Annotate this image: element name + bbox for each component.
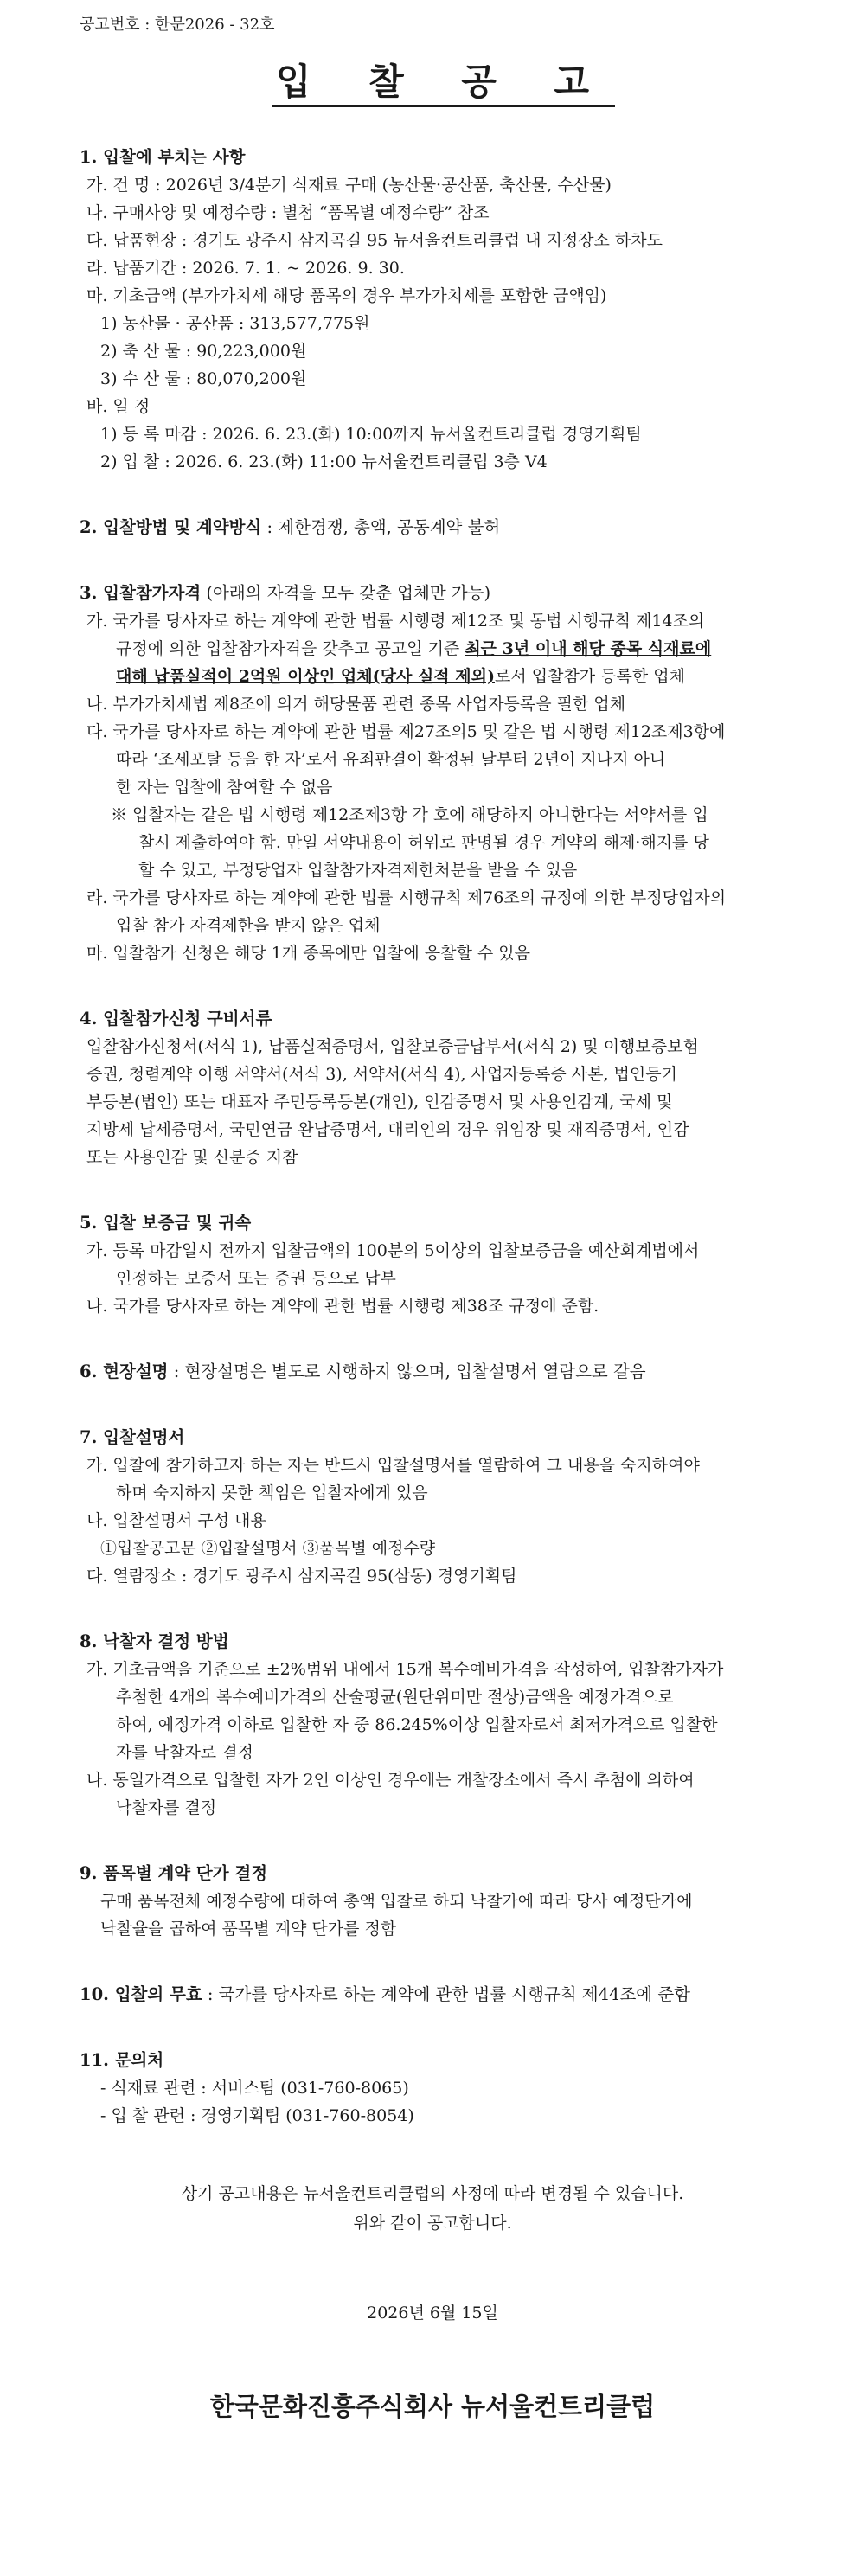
section-1-heading: 1. 입찰에 부치는 사항 (80, 147, 246, 167)
section-6 (80, 1360, 646, 1384)
s3-item-da-3: 한 자는 입찰에 참여할 수 없음 (116, 778, 333, 797)
s4-line-3: 부등본(법인) 또는 대표자 주민등록등본(개인), 인감증명서 및 사용인감계, 국세 및 (86, 1093, 673, 1112)
section-10-text: : 국가를 당사자로 하는 계약에 관한 법률 시행규칙 제44조에 준함 (202, 1984, 690, 2004)
s4-line-1: 입찰참가신청서(서식 1), 납품실적증명서, 입찰보증금납부서(서식 2) 및 이행보증보험 (86, 1037, 699, 1056)
s9-line-2: 낙찰율을 곱하여 품목별 계약 단가를 정함 (100, 1919, 397, 1938)
s4-line-4: 지방세 납세증명서, 국민연금 완납증명서, 대리인의 경우 위임장 및 재직증명서, 인감 (86, 1120, 689, 1139)
s1-schedule-2: 2) 입 찰 : 2026. 6. 23.(화) 11:00 뉴서울컨트리클럽 3층 V4 (100, 452, 548, 471)
s3-highlight-1: 최근 3년 이내 해당 종목 식재료에 (465, 639, 712, 658)
section-2-heading: 2. 입찰방법 및 계약방식 (80, 517, 262, 537)
s11-contact-1: - 식재료 관련 : 서비스팀 (031-760-8065) (100, 2079, 409, 2098)
section-9-heading: 9. 품목별 계약 단가 결정 (80, 1863, 268, 1883)
s5-item-na: 나. 국가를 당사자로 하는 계약에 관한 법률 시행령 제38조 규정에 준함. (86, 1297, 599, 1316)
s3-item-ma: 마. 입찰참가 신청은 해당 1개 종목에만 입찰에 응찰할 수 있음 (86, 944, 530, 963)
s7-item-na: 나. 입찰설명서 구성 내용 (86, 1511, 266, 1530)
announcement-date: 2026년 6월 15일 (367, 2304, 498, 2323)
s7-item-da: 다. 열람장소 : 경기도 광주시 삼지곡길 95(삼동) 경영기획팀 (86, 1567, 517, 1586)
s1-item-da: 다. 납품현장 : 경기도 광주시 삼지곡길 95 뉴서울컨트리클럽 내 지정장소 하차도 (86, 231, 663, 250)
s5-item-ga-1: 가. 등록 마감일시 전까지 입찰금액의 100분의 5이상의 입찰보증금을 예산회계법에서 (86, 1241, 700, 1260)
s8-item-ga-4: 자를 낙찰자로 결정 (116, 1743, 253, 1762)
s3-note-3: 할 수 있고, 부정당업자 입찰참가자격제한처분을 받을 수 있음 (138, 861, 578, 880)
s3-item-ga-1: 가. 국가를 당사자로 하는 계약에 관한 법률 시행령 제12조 및 동법 시행규칙 제14조의 (86, 612, 705, 631)
s3-note-1: ※ 입찰자는 같은 법 시행령 제12조제3항 각 호에 해당하지 아니한다는 서약서를 입 (111, 805, 708, 824)
footer-notice-1: 상기 공고내용은 뉴서울컨트리클럽의 사정에 따라 변경될 수 있습니다. (181, 2184, 684, 2203)
s8-item-ga-3: 하여, 예정가격 이하로 입찰한 자 중 86.245%이상 입찰자로서 최저가격으로 입찰한 (116, 1715, 718, 1734)
s8-item-na-2: 낙찰자를 결정 (116, 1798, 217, 1817)
s3-item-na: 나. 부가가치세법 제8조에 의거 해당물품 관련 종목 사업자등록을 필한 업체 (86, 695, 626, 714)
document-title (0, 54, 865, 106)
section-10-heading: 10. 입찰의 무효 (80, 1984, 202, 2004)
s7-composition-items: ①입찰공고문 ②입찰설명서 ③품목별 예정수량 (100, 1539, 436, 1558)
s1-base-amount-1: 1) 농산물 · 공산품 : 313,577,775원 (100, 314, 370, 333)
s1-item-ma: 마. 기초금액 (부가가치세 해당 품목의 경우 부가가치세를 포함한 금액임) (86, 286, 607, 305)
s3-item-ga-2: 규정에 의한 입찰참가자격을 갖추고 공고일 기준 최근 3년 이내 해당 종목 식재료에 (116, 639, 712, 658)
section-10 (80, 1983, 690, 2007)
s8-item-ga-1: 가. 기초금액을 기준으로 ±2%범위 내에서 15개 복수예비가격을 작성하여, 입찰참가자가 (86, 1660, 724, 1679)
issuing-organization: 한국문화진흥주식회사 뉴서울컨트리클럽 (209, 2392, 656, 2421)
s5-item-ga-2: 인정하는 보증서 또는 증권 등으로 납부 (116, 1269, 396, 1288)
s1-item-ga: 가. 건 명 : 2026년 3/4분기 식재료 구매 (농산물·공산품, 축산물, 수산물) (86, 176, 612, 195)
s3-item-ra-1: 라. 국가를 당사자로 하는 계약에 관한 법률 시행규칙 제76조의 규정에 의한 부정당업자의 (86, 888, 727, 907)
s3-highlight-2: 대해 납품실적이 2억원 이상인 업체(당사 실적 제외) (116, 667, 495, 686)
section-11-heading: 11. 문의처 (80, 2050, 164, 2070)
section-3 (80, 581, 490, 606)
s1-item-na: 나. 구매사양 및 예정수량 : 별첨 “품목별 예정수량” 참조 (86, 203, 490, 222)
s11-contact-2: - 입 찰 관련 : 경영기획팀 (031-760-8054) (100, 2106, 414, 2125)
section-3-heading: 3. 입찰참가자격 (80, 583, 202, 603)
section-7-heading: 7. 입찰설명서 (80, 1427, 185, 1447)
s3-item-da-1: 다. 국가를 당사자로 하는 계약에 관한 법률 제27조의5 및 같은 법 시행령 제12조제3항에 (86, 722, 726, 741)
s8-item-na-1: 나. 동일가격으로 입찰한 자가 2인 이상인 경우에는 개찰장소에서 즉시 추첨에 의하여 (86, 1771, 695, 1790)
notice-number: 공고번호 : 한문2026 - 32호 (80, 16, 275, 34)
s4-line-2: 증권, 청렴계약 이행 서약서(서식 3), 서약서(서식 4), 사업자등록증 사본, 법인등기 (86, 1065, 677, 1084)
s3-note-2: 찰시 제출하여야 함. 만일 서약내용이 허위로 판명될 경우 계약의 해제·해지를 당 (138, 833, 709, 852)
s7-item-ga-2: 하며 숙지하지 못한 책임은 입찰자에게 있음 (116, 1483, 428, 1503)
s1-base-amount-2: 2) 축 산 물 : 90,223,000원 (100, 342, 307, 361)
s7-item-ga-1: 가. 입찰에 참가하고자 하는 자는 반드시 입찰설명서를 열람하여 그 내용을 숙지하여야 (86, 1456, 700, 1475)
document-title-text: 입 찰 공 고 (272, 61, 615, 107)
section-8-heading: 8. 낙찰자 결정 방법 (80, 1631, 229, 1651)
section-3-note: (아래의 자격을 모두 갖춘 업체만 가능) (201, 583, 491, 603)
section-6-text: : 현장설명은 별도로 시행하지 않으며, 입찰설명서 열람으로 갈음 (168, 1362, 646, 1381)
section-6-heading: 6. 현장설명 (80, 1362, 169, 1381)
s1-schedule-1: 1) 등 록 마감 : 2026. 6. 23.(화) 10:00까지 뉴서울컨트리클럽 경영기획팀 (100, 425, 642, 444)
section-5-heading: 5. 입찰 보증금 및 귀속 (80, 1213, 252, 1233)
s3-item-ga-3: 대해 납품실적이 2억원 이상인 업체(당사 실적 제외)로서 입찰참가 등록한 업체 (116, 667, 685, 686)
section-4-heading: 4. 입찰참가신청 구비서류 (80, 1009, 272, 1028)
s1-item-ra: 라. 납품기간 : 2026. 7. 1. ~ 2026. 9. 30. (86, 259, 405, 278)
s3-item-ra-2: 입찰 참가 자격제한을 받지 않은 업체 (116, 916, 381, 935)
section-2 (80, 516, 500, 540)
s4-line-5: 또는 사용인감 및 신분증 지참 (86, 1148, 298, 1167)
s3-item-da-2: 따라 ‘조세포탈 등을 한 자’로서 유죄판결이 확정된 날부터 2년이 지나지 아니 (116, 750, 666, 769)
s8-item-ga-2: 추첨한 4개의 복수예비가격의 산술평균(원단위미만 절상)금액을 예정가격으로 (116, 1688, 674, 1707)
s1-item-ba: 바. 일 정 (86, 397, 151, 416)
s1-base-amount-3: 3) 수 산 물 : 80,070,200원 (100, 369, 307, 388)
section-2-text: : 제한경쟁, 총액, 공동계약 불허 (261, 517, 501, 537)
footer-notice-2: 위와 같이 공고합니다. (353, 2214, 512, 2233)
s9-line-1: 구매 품목전체 예정수량에 대하여 총액 입찰로 하되 낙찰가에 따라 당사 예정단가에 (100, 1892, 693, 1911)
